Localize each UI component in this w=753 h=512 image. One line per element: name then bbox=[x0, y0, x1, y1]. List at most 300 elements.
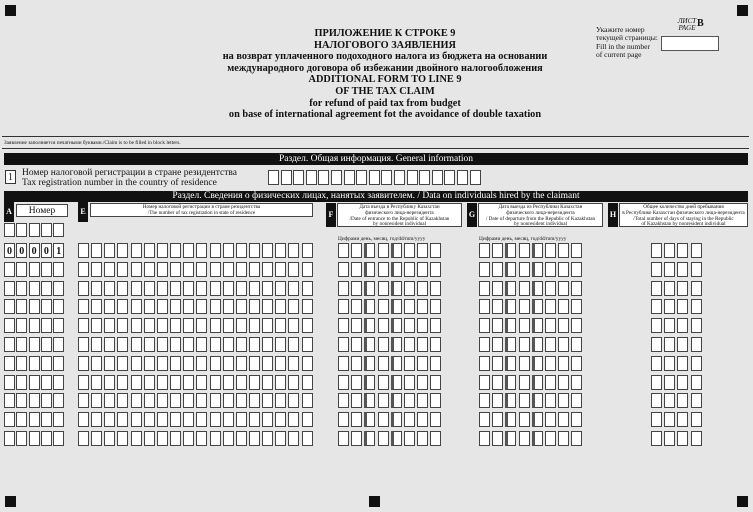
row-number-cell[interactable] bbox=[41, 318, 52, 333]
departure-date-cell[interactable] bbox=[519, 393, 530, 408]
row-number-cell[interactable] bbox=[16, 375, 27, 390]
tax-registration-cell[interactable] bbox=[157, 412, 168, 427]
tax-registration-digit-cell[interactable] bbox=[394, 170, 405, 185]
departure-date-cell[interactable] bbox=[519, 281, 530, 296]
tax-registration-cell[interactable] bbox=[183, 299, 194, 314]
departure-date-cell[interactable] bbox=[492, 337, 503, 352]
tax-registration-cell[interactable] bbox=[223, 393, 234, 408]
tax-registration-cell[interactable] bbox=[223, 337, 234, 352]
entry-date-cell[interactable] bbox=[338, 431, 349, 446]
tax-registration-cell[interactable] bbox=[196, 299, 207, 314]
tax-registration-cell[interactable] bbox=[210, 337, 221, 352]
tax-registration-cell[interactable] bbox=[78, 299, 89, 314]
tax-registration-cell[interactable] bbox=[157, 337, 168, 352]
tax-registration-cell[interactable] bbox=[131, 281, 142, 296]
tax-registration-cell[interactable] bbox=[302, 393, 313, 408]
tax-registration-cell[interactable] bbox=[117, 243, 128, 258]
tax-registration-cell[interactable] bbox=[262, 281, 273, 296]
departure-date-cell[interactable] bbox=[519, 412, 530, 427]
row-number-cell[interactable]: 0 bbox=[41, 243, 52, 258]
tax-registration-cell[interactable] bbox=[117, 318, 128, 333]
tax-registration-digit-cell[interactable] bbox=[381, 170, 392, 185]
entry-date-cell[interactable] bbox=[391, 243, 402, 258]
departure-date-cell[interactable] bbox=[505, 281, 516, 296]
entry-date-cell[interactable] bbox=[338, 375, 349, 390]
row-number-cell[interactable] bbox=[16, 431, 27, 446]
tax-registration-cell[interactable] bbox=[91, 243, 102, 258]
departure-date-cell[interactable] bbox=[505, 375, 516, 390]
departure-date-cell[interactable] bbox=[558, 299, 569, 314]
days-count-cell[interactable] bbox=[677, 337, 688, 352]
tax-registration-cell[interactable] bbox=[196, 375, 207, 390]
tax-registration-cell[interactable] bbox=[78, 431, 89, 446]
tax-registration-cell[interactable] bbox=[249, 243, 260, 258]
tax-registration-cell[interactable] bbox=[210, 262, 221, 277]
entry-date-cell[interactable] bbox=[351, 281, 362, 296]
row-number-cell[interactable] bbox=[16, 318, 27, 333]
entry-date-cell[interactable] bbox=[378, 431, 389, 446]
days-count-cell[interactable] bbox=[691, 299, 702, 314]
entry-date-cell[interactable] bbox=[404, 243, 415, 258]
entry-date-cell[interactable] bbox=[351, 337, 362, 352]
days-count-cell[interactable] bbox=[677, 262, 688, 277]
days-count-cell[interactable] bbox=[664, 375, 675, 390]
tax-registration-cell[interactable] bbox=[196, 356, 207, 371]
tax-registration-cell[interactable] bbox=[104, 243, 115, 258]
entry-date-cell[interactable] bbox=[378, 356, 389, 371]
page-number-field[interactable] bbox=[661, 36, 719, 51]
tax-registration-cell[interactable] bbox=[288, 337, 299, 352]
tax-registration-cell[interactable] bbox=[249, 356, 260, 371]
tax-registration-cell[interactable] bbox=[78, 393, 89, 408]
row-number-cell[interactable] bbox=[29, 281, 40, 296]
tax-registration-cell[interactable] bbox=[262, 393, 273, 408]
tax-registration-cell[interactable] bbox=[183, 281, 194, 296]
tax-registration-cell[interactable] bbox=[78, 375, 89, 390]
tax-registration-cell[interactable] bbox=[223, 412, 234, 427]
tax-registration-cell[interactable] bbox=[302, 356, 313, 371]
tax-registration-digit-cell[interactable] bbox=[356, 170, 367, 185]
entry-date-cell[interactable] bbox=[338, 356, 349, 371]
days-count-cell[interactable] bbox=[664, 356, 675, 371]
tax-registration-cell[interactable] bbox=[236, 318, 247, 333]
entry-date-cell[interactable] bbox=[338, 281, 349, 296]
entry-date-cell[interactable] bbox=[391, 262, 402, 277]
tax-registration-cell[interactable] bbox=[249, 318, 260, 333]
tax-registration-cell[interactable] bbox=[210, 281, 221, 296]
tax-registration-cell[interactable] bbox=[117, 393, 128, 408]
departure-date-cell[interactable] bbox=[571, 393, 582, 408]
tax-registration-cell[interactable] bbox=[183, 356, 194, 371]
entry-date-cell[interactable] bbox=[430, 375, 441, 390]
tax-registration-cell[interactable] bbox=[78, 262, 89, 277]
departure-date-cell[interactable] bbox=[558, 375, 569, 390]
row-number-cell[interactable] bbox=[29, 393, 40, 408]
departure-date-cell[interactable] bbox=[571, 243, 582, 258]
days-count-cell[interactable] bbox=[677, 393, 688, 408]
tax-registration-cell[interactable] bbox=[288, 281, 299, 296]
tax-registration-digit-cell[interactable] bbox=[331, 170, 342, 185]
days-count-cell[interactable] bbox=[691, 356, 702, 371]
tax-registration-digit-cell[interactable] bbox=[470, 170, 481, 185]
tax-registration-cell[interactable] bbox=[104, 318, 115, 333]
departure-date-cell[interactable] bbox=[479, 337, 490, 352]
entry-date-cell[interactable] bbox=[430, 393, 441, 408]
departure-date-cell[interactable] bbox=[571, 299, 582, 314]
tax-registration-cell[interactable] bbox=[210, 318, 221, 333]
tax-registration-cell[interactable] bbox=[249, 281, 260, 296]
row-number-cell[interactable] bbox=[4, 281, 15, 296]
row-number-cell[interactable] bbox=[4, 262, 15, 277]
entry-date-cell[interactable] bbox=[378, 375, 389, 390]
tax-registration-cell[interactable] bbox=[170, 243, 181, 258]
tax-registration-digit-cell[interactable] bbox=[344, 170, 355, 185]
entry-date-cell[interactable] bbox=[417, 243, 428, 258]
tax-registration-cell[interactable] bbox=[117, 431, 128, 446]
departure-date-cell[interactable] bbox=[558, 431, 569, 446]
tax-registration-cell[interactable] bbox=[91, 299, 102, 314]
tax-registration-cell[interactable] bbox=[262, 375, 273, 390]
tax-registration-cell[interactable] bbox=[288, 412, 299, 427]
tax-registration-cell[interactable] bbox=[78, 243, 89, 258]
tax-registration-digit-cell[interactable] bbox=[432, 170, 443, 185]
entry-date-cell[interactable] bbox=[364, 243, 375, 258]
departure-date-cell[interactable] bbox=[479, 299, 490, 314]
tax-registration-cell[interactable] bbox=[275, 393, 286, 408]
entry-date-cell[interactable] bbox=[351, 375, 362, 390]
tax-registration-cell[interactable] bbox=[144, 299, 155, 314]
departure-date-cell[interactable] bbox=[479, 262, 490, 277]
entry-date-cell[interactable] bbox=[338, 393, 349, 408]
departure-date-cell[interactable] bbox=[479, 243, 490, 258]
departure-date-cell[interactable] bbox=[545, 431, 556, 446]
departure-date-cell[interactable] bbox=[532, 375, 543, 390]
entry-date-cell[interactable] bbox=[391, 431, 402, 446]
tax-registration-cell[interactable] bbox=[117, 412, 128, 427]
departure-date-cell[interactable] bbox=[492, 262, 503, 277]
departure-date-cell[interactable] bbox=[532, 412, 543, 427]
days-count-cell[interactable] bbox=[677, 318, 688, 333]
entry-date-cell[interactable] bbox=[417, 299, 428, 314]
entry-date-cell[interactable] bbox=[351, 431, 362, 446]
departure-date-cell[interactable] bbox=[571, 356, 582, 371]
tax-registration-cell[interactable] bbox=[223, 356, 234, 371]
days-count-cell[interactable] bbox=[651, 393, 662, 408]
entry-date-cell[interactable] bbox=[364, 337, 375, 352]
tax-registration-cell[interactable] bbox=[104, 281, 115, 296]
tax-registration-cell[interactable] bbox=[262, 262, 273, 277]
tax-registration-cell[interactable] bbox=[288, 299, 299, 314]
entry-date-cell[interactable] bbox=[391, 299, 402, 314]
tax-registration-cell[interactable] bbox=[210, 393, 221, 408]
tax-registration-cell[interactable] bbox=[196, 281, 207, 296]
departure-date-cell[interactable] bbox=[492, 243, 503, 258]
tax-registration-cell[interactable] bbox=[157, 356, 168, 371]
departure-date-cell[interactable] bbox=[558, 337, 569, 352]
tax-registration-cell[interactable] bbox=[262, 356, 273, 371]
entry-date-cell[interactable] bbox=[391, 356, 402, 371]
entry-date-cell[interactable] bbox=[404, 318, 415, 333]
tax-registration-cell[interactable] bbox=[117, 375, 128, 390]
entry-date-cell[interactable] bbox=[430, 431, 441, 446]
departure-date-cell[interactable] bbox=[505, 318, 516, 333]
tax-registration-cell[interactable] bbox=[91, 262, 102, 277]
row-number-cell[interactable] bbox=[53, 318, 64, 333]
entry-date-cell[interactable] bbox=[364, 375, 375, 390]
departure-date-cell[interactable] bbox=[505, 356, 516, 371]
row-number-cell[interactable] bbox=[29, 412, 40, 427]
row-number-cell[interactable] bbox=[16, 262, 27, 277]
tax-registration-cell[interactable] bbox=[210, 412, 221, 427]
departure-date-cell[interactable] bbox=[519, 299, 530, 314]
tax-registration-digit-cell[interactable] bbox=[407, 170, 418, 185]
row-number-cell[interactable] bbox=[41, 356, 52, 371]
tax-registration-cell[interactable] bbox=[210, 375, 221, 390]
tax-registration-cell[interactable] bbox=[302, 281, 313, 296]
row-number-cell[interactable] bbox=[4, 223, 15, 237]
tax-registration-cell[interactable] bbox=[275, 375, 286, 390]
row-number-cell[interactable] bbox=[53, 262, 64, 277]
tax-registration-cell[interactable] bbox=[302, 299, 313, 314]
tax-registration-cell[interactable] bbox=[78, 412, 89, 427]
days-count-cell[interactable] bbox=[677, 375, 688, 390]
tax-registration-cell[interactable] bbox=[131, 412, 142, 427]
days-count-cell[interactable] bbox=[691, 243, 702, 258]
tax-registration-cell[interactable] bbox=[131, 393, 142, 408]
row-number-cell[interactable] bbox=[41, 223, 52, 237]
entry-date-cell[interactable] bbox=[404, 299, 415, 314]
entry-date-cell[interactable] bbox=[378, 262, 389, 277]
tax-registration-cell[interactable] bbox=[170, 393, 181, 408]
tax-registration-cell[interactable] bbox=[183, 262, 194, 277]
departure-date-cell[interactable] bbox=[532, 431, 543, 446]
entry-date-cell[interactable] bbox=[430, 337, 441, 352]
tax-registration-cell[interactable] bbox=[196, 412, 207, 427]
row-number-cell[interactable] bbox=[41, 431, 52, 446]
tax-registration-cell[interactable] bbox=[144, 318, 155, 333]
tax-registration-cell[interactable] bbox=[117, 299, 128, 314]
tax-registration-cell[interactable] bbox=[236, 356, 247, 371]
tax-registration-cell[interactable] bbox=[302, 431, 313, 446]
departure-date-cell[interactable] bbox=[492, 431, 503, 446]
entry-date-cell[interactable] bbox=[430, 356, 441, 371]
entry-date-cell[interactable] bbox=[404, 356, 415, 371]
tax-registration-cell[interactable] bbox=[262, 337, 273, 352]
days-count-cell[interactable] bbox=[691, 412, 702, 427]
tax-registration-cell[interactable] bbox=[183, 393, 194, 408]
tax-registration-digit-cell[interactable] bbox=[369, 170, 380, 185]
tax-registration-cell[interactable] bbox=[144, 281, 155, 296]
tax-registration-cell[interactable] bbox=[236, 337, 247, 352]
row-number-cell[interactable] bbox=[41, 281, 52, 296]
row-number-cell[interactable] bbox=[53, 356, 64, 371]
departure-date-cell[interactable] bbox=[545, 356, 556, 371]
departure-date-cell[interactable] bbox=[545, 393, 556, 408]
tax-registration-cell[interactable] bbox=[223, 281, 234, 296]
row-number-cell[interactable] bbox=[53, 299, 64, 314]
tax-registration-cell[interactable] bbox=[302, 318, 313, 333]
tax-registration-digit-cell[interactable] bbox=[268, 170, 279, 185]
tax-registration-cell[interactable] bbox=[144, 412, 155, 427]
entry-date-cell[interactable] bbox=[351, 262, 362, 277]
row-number-cell[interactable] bbox=[29, 431, 40, 446]
departure-date-cell[interactable] bbox=[571, 431, 582, 446]
entry-date-cell[interactable] bbox=[364, 318, 375, 333]
departure-date-cell[interactable] bbox=[519, 318, 530, 333]
tax-registration-cell[interactable] bbox=[223, 318, 234, 333]
tax-registration-cell[interactable] bbox=[223, 243, 234, 258]
departure-date-cell[interactable] bbox=[492, 375, 503, 390]
days-count-cell[interactable] bbox=[691, 431, 702, 446]
departure-date-cell[interactable] bbox=[505, 431, 516, 446]
departure-date-cell[interactable] bbox=[545, 412, 556, 427]
tax-registration-cell[interactable] bbox=[262, 412, 273, 427]
departure-date-cell[interactable] bbox=[505, 412, 516, 427]
departure-date-cell[interactable] bbox=[479, 281, 490, 296]
row-number-cell[interactable] bbox=[4, 431, 15, 446]
days-count-cell[interactable] bbox=[677, 431, 688, 446]
tax-registration-cell[interactable] bbox=[157, 318, 168, 333]
departure-date-cell[interactable] bbox=[571, 412, 582, 427]
departure-date-cell[interactable] bbox=[519, 356, 530, 371]
row-number-cell[interactable] bbox=[29, 223, 40, 237]
entry-date-cell[interactable] bbox=[404, 375, 415, 390]
tax-registration-cell[interactable] bbox=[249, 337, 260, 352]
entry-date-cell[interactable] bbox=[404, 393, 415, 408]
row-number-cell[interactable] bbox=[29, 299, 40, 314]
row-number-cell[interactable] bbox=[16, 281, 27, 296]
tax-registration-cell[interactable] bbox=[262, 299, 273, 314]
entry-date-cell[interactable] bbox=[391, 281, 402, 296]
row-number-cell[interactable] bbox=[4, 337, 15, 352]
tax-registration-cell[interactable] bbox=[144, 356, 155, 371]
tax-registration-cell[interactable] bbox=[91, 375, 102, 390]
row-number-cell[interactable] bbox=[53, 223, 64, 237]
row-number-cell[interactable] bbox=[16, 337, 27, 352]
entry-date-cell[interactable] bbox=[404, 262, 415, 277]
tax-registration-cell[interactable] bbox=[249, 375, 260, 390]
row-number-cell[interactable] bbox=[4, 356, 15, 371]
tax-registration-cell[interactable] bbox=[104, 431, 115, 446]
entry-date-cell[interactable] bbox=[391, 375, 402, 390]
tax-registration-cell[interactable] bbox=[131, 356, 142, 371]
row-number-cell[interactable] bbox=[4, 393, 15, 408]
tax-registration-cell[interactable] bbox=[262, 318, 273, 333]
tax-registration-cell[interactable] bbox=[144, 431, 155, 446]
entry-date-cell[interactable] bbox=[430, 299, 441, 314]
departure-date-cell[interactable] bbox=[532, 356, 543, 371]
days-count-cell[interactable] bbox=[664, 262, 675, 277]
row-number-cell[interactable] bbox=[4, 299, 15, 314]
tax-registration-cell[interactable] bbox=[131, 337, 142, 352]
departure-date-cell[interactable] bbox=[492, 393, 503, 408]
departure-date-cell[interactable] bbox=[558, 262, 569, 277]
entry-date-cell[interactable] bbox=[378, 299, 389, 314]
tax-registration-cell[interactable] bbox=[196, 262, 207, 277]
days-count-cell[interactable] bbox=[651, 431, 662, 446]
entry-date-cell[interactable] bbox=[338, 337, 349, 352]
departure-date-cell[interactable] bbox=[492, 412, 503, 427]
departure-date-cell[interactable] bbox=[505, 299, 516, 314]
tax-registration-cell[interactable] bbox=[249, 431, 260, 446]
departure-date-cell[interactable] bbox=[545, 337, 556, 352]
departure-date-cell[interactable] bbox=[558, 356, 569, 371]
tax-registration-cell[interactable] bbox=[183, 318, 194, 333]
days-count-cell[interactable] bbox=[677, 281, 688, 296]
entry-date-cell[interactable] bbox=[351, 356, 362, 371]
departure-date-cell[interactable] bbox=[519, 243, 530, 258]
departure-date-cell[interactable] bbox=[492, 356, 503, 371]
departure-date-cell[interactable] bbox=[532, 393, 543, 408]
row-number-cell[interactable]: 0 bbox=[16, 243, 27, 258]
days-count-cell[interactable] bbox=[691, 393, 702, 408]
tax-registration-digit-cell[interactable] bbox=[293, 170, 304, 185]
tax-registration-cell[interactable] bbox=[249, 393, 260, 408]
tax-registration-cell[interactable] bbox=[131, 318, 142, 333]
tax-registration-cell[interactable] bbox=[249, 262, 260, 277]
entry-date-cell[interactable] bbox=[404, 281, 415, 296]
entry-date-cell[interactable] bbox=[338, 412, 349, 427]
row-number-cell[interactable] bbox=[29, 337, 40, 352]
entry-date-cell[interactable] bbox=[364, 281, 375, 296]
tax-registration-cell[interactable] bbox=[183, 337, 194, 352]
entry-date-cell[interactable] bbox=[364, 431, 375, 446]
tax-registration-cell[interactable] bbox=[236, 393, 247, 408]
days-count-cell[interactable] bbox=[651, 337, 662, 352]
departure-date-cell[interactable] bbox=[545, 281, 556, 296]
tax-registration-cell[interactable] bbox=[249, 299, 260, 314]
tax-registration-digit-cell[interactable] bbox=[306, 170, 317, 185]
tax-registration-cell[interactable] bbox=[288, 393, 299, 408]
tax-registration-cell[interactable] bbox=[196, 243, 207, 258]
entry-date-cell[interactable] bbox=[404, 412, 415, 427]
days-count-cell[interactable] bbox=[664, 243, 675, 258]
tax-registration-cell[interactable] bbox=[223, 375, 234, 390]
departure-date-cell[interactable] bbox=[505, 393, 516, 408]
tax-registration-cell[interactable] bbox=[131, 262, 142, 277]
tax-registration-cell[interactable] bbox=[288, 243, 299, 258]
entry-date-cell[interactable] bbox=[391, 337, 402, 352]
row-number-cell[interactable] bbox=[16, 356, 27, 371]
departure-date-cell[interactable] bbox=[479, 393, 490, 408]
entry-date-cell[interactable] bbox=[430, 281, 441, 296]
tax-registration-cell[interactable] bbox=[288, 356, 299, 371]
row-number-cell[interactable] bbox=[53, 412, 64, 427]
entry-date-cell[interactable] bbox=[378, 393, 389, 408]
departure-date-cell[interactable] bbox=[479, 318, 490, 333]
departure-date-cell[interactable] bbox=[571, 337, 582, 352]
departure-date-cell[interactable] bbox=[545, 262, 556, 277]
tax-registration-cell[interactable] bbox=[288, 375, 299, 390]
entry-date-cell[interactable] bbox=[338, 262, 349, 277]
days-count-cell[interactable] bbox=[664, 318, 675, 333]
tax-registration-cell[interactable] bbox=[236, 262, 247, 277]
departure-date-cell[interactable] bbox=[519, 337, 530, 352]
days-count-cell[interactable] bbox=[677, 356, 688, 371]
tax-registration-cell[interactable] bbox=[302, 375, 313, 390]
row-number-cell[interactable] bbox=[4, 375, 15, 390]
tax-registration-cell[interactable] bbox=[78, 281, 89, 296]
tax-registration-cell[interactable] bbox=[170, 318, 181, 333]
departure-date-cell[interactable] bbox=[519, 431, 530, 446]
days-count-cell[interactable] bbox=[651, 243, 662, 258]
tax-registration-cell[interactable] bbox=[262, 243, 273, 258]
tax-registration-cell[interactable] bbox=[302, 412, 313, 427]
tax-registration-cell[interactable] bbox=[144, 337, 155, 352]
departure-date-cell[interactable] bbox=[505, 262, 516, 277]
departure-date-cell[interactable] bbox=[519, 262, 530, 277]
tax-registration-cell[interactable] bbox=[236, 431, 247, 446]
